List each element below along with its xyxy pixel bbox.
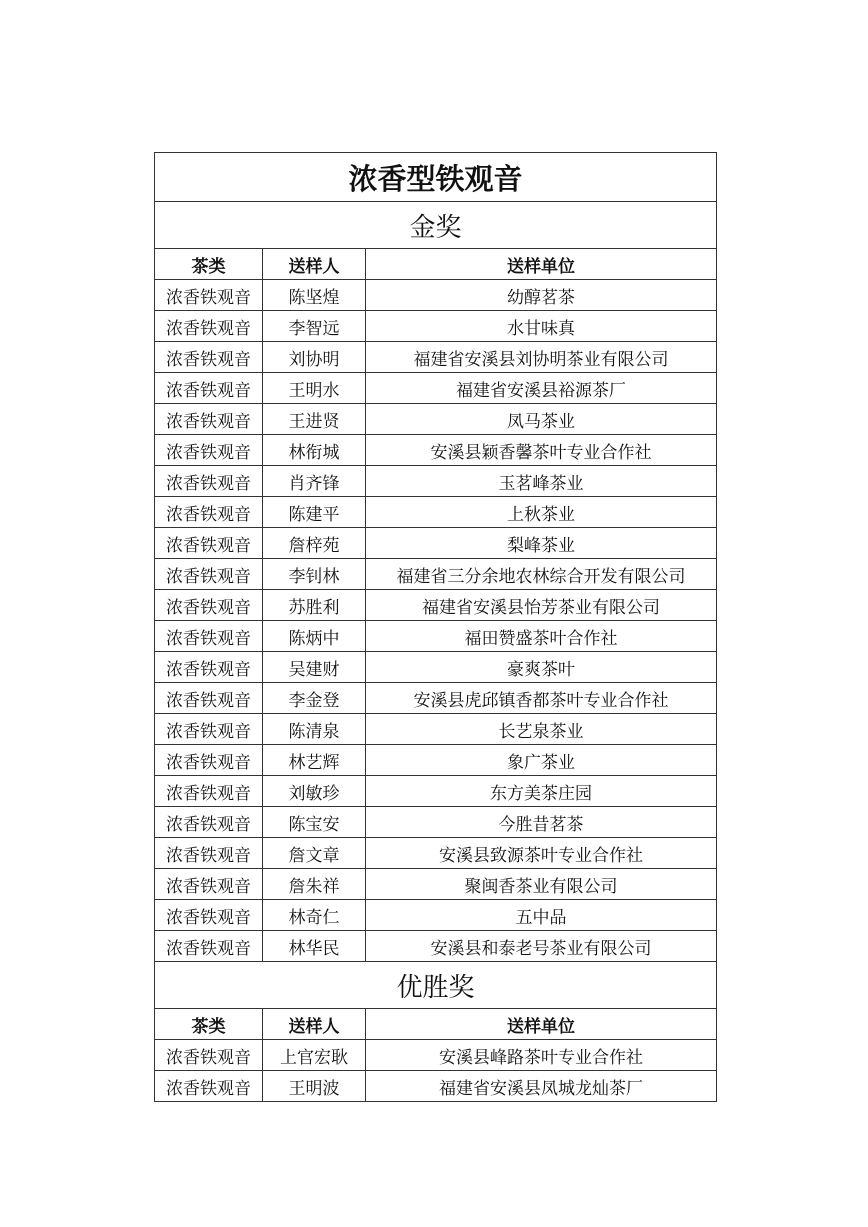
cell-category: 浓香铁观音 xyxy=(155,1071,263,1102)
table-row xyxy=(155,404,717,435)
cell-category: 浓香铁观音 xyxy=(155,435,263,466)
cell-unit: 安溪县虎邱镇香都茶叶专业合作社 xyxy=(366,683,717,714)
cell-unit: 福田赞盛茶叶合作社 xyxy=(366,621,717,652)
column-header-sender: 送样人 xyxy=(263,249,366,280)
cell-category: 浓香铁观音 xyxy=(155,342,263,373)
cell-category: 浓香铁观音 xyxy=(155,931,263,962)
cell-unit: 福建省三分余地农林综合开发有限公司 xyxy=(366,559,717,590)
cell-sender: 林衔城 xyxy=(263,435,366,466)
table-row xyxy=(155,590,717,621)
table-row xyxy=(155,435,717,466)
cell-unit: 安溪县峰路茶叶专业合作社 xyxy=(366,1040,717,1071)
cell-sender: 林奇仁 xyxy=(263,900,366,931)
cell-category: 浓香铁观音 xyxy=(155,776,263,807)
column-header-unit: 送样单位 xyxy=(366,249,717,280)
cell-category: 浓香铁观音 xyxy=(155,466,263,497)
cell-unit: 福建省安溪县凤城龙灿茶厂 xyxy=(366,1071,717,1102)
table-row xyxy=(155,714,717,745)
table-row xyxy=(155,807,717,838)
table-row xyxy=(155,869,717,900)
cell-unit: 幼醇茗茶 xyxy=(366,280,717,311)
cell-unit: 福建省安溪县怡芳茶业有限公司 xyxy=(366,590,717,621)
cell-category: 浓香铁观音 xyxy=(155,838,263,869)
table-row xyxy=(155,342,717,373)
cell-sender: 詹梓苑 xyxy=(263,528,366,559)
cell-sender: 苏胜利 xyxy=(263,590,366,621)
cell-unit: 凤马茶业 xyxy=(366,404,717,435)
column-header-row xyxy=(155,1009,717,1040)
section-title: 优胜奖 xyxy=(155,962,717,1009)
cell-unit: 今胜昔茗茶 xyxy=(366,807,717,838)
cell-sender: 林艺辉 xyxy=(263,745,366,776)
cell-unit: 象广茶业 xyxy=(366,745,717,776)
section-header-row xyxy=(155,202,717,249)
cell-sender: 肖齐锋 xyxy=(263,466,366,497)
cell-category: 浓香铁观音 xyxy=(155,714,263,745)
table-row xyxy=(155,373,717,404)
cell-category: 浓香铁观音 xyxy=(155,652,263,683)
cell-unit: 五中品 xyxy=(366,900,717,931)
column-header-sender: 送样人 xyxy=(263,1009,366,1040)
award-table-body xyxy=(155,153,717,1102)
table-row xyxy=(155,683,717,714)
cell-category: 浓香铁观音 xyxy=(155,280,263,311)
cell-sender: 李金登 xyxy=(263,683,366,714)
cell-category: 浓香铁观音 xyxy=(155,683,263,714)
cell-sender: 上官宏耿 xyxy=(263,1040,366,1071)
cell-unit: 安溪县致源茶叶专业合作社 xyxy=(366,838,717,869)
cell-sender: 林华民 xyxy=(263,931,366,962)
table-title: 浓香型铁观音 xyxy=(155,153,717,202)
cell-sender: 陈坚煌 xyxy=(263,280,366,311)
cell-category: 浓香铁观音 xyxy=(155,900,263,931)
cell-category: 浓香铁观音 xyxy=(155,1040,263,1071)
cell-sender: 陈宝安 xyxy=(263,807,366,838)
cell-sender: 詹文章 xyxy=(263,838,366,869)
table-row xyxy=(155,528,717,559)
cell-unit: 上秋茶业 xyxy=(366,497,717,528)
table-row xyxy=(155,900,717,931)
section-header-row xyxy=(155,962,717,1009)
cell-sender: 刘敏珍 xyxy=(263,776,366,807)
cell-unit: 梨峰茶业 xyxy=(366,528,717,559)
table-row xyxy=(155,652,717,683)
column-header-category: 茶类 xyxy=(155,249,263,280)
cell-category: 浓香铁观音 xyxy=(155,373,263,404)
cell-category: 浓香铁观音 xyxy=(155,311,263,342)
cell-unit: 聚闽香茶业有限公司 xyxy=(366,869,717,900)
cell-sender: 王明波 xyxy=(263,1071,366,1102)
table-row xyxy=(155,776,717,807)
title-row xyxy=(155,153,717,202)
table-row xyxy=(155,466,717,497)
cell-unit: 安溪县颖香馨茶叶专业合作社 xyxy=(366,435,717,466)
cell-category: 浓香铁观音 xyxy=(155,745,263,776)
table-row xyxy=(155,559,717,590)
cell-unit: 东方美茶庄园 xyxy=(366,776,717,807)
cell-category: 浓香铁观音 xyxy=(155,869,263,900)
cell-category: 浓香铁观音 xyxy=(155,497,263,528)
cell-sender: 刘协明 xyxy=(263,342,366,373)
award-table xyxy=(154,152,717,1102)
cell-sender: 吴建财 xyxy=(263,652,366,683)
table-row xyxy=(155,1040,717,1071)
cell-category: 浓香铁观音 xyxy=(155,621,263,652)
table-row xyxy=(155,311,717,342)
cell-category: 浓香铁观音 xyxy=(155,528,263,559)
cell-sender: 陈清泉 xyxy=(263,714,366,745)
cell-sender: 陈炳中 xyxy=(263,621,366,652)
cell-unit: 长艺泉茶业 xyxy=(366,714,717,745)
cell-unit: 水甘味真 xyxy=(366,311,717,342)
cell-unit: 豪爽茶叶 xyxy=(366,652,717,683)
cell-category: 浓香铁观音 xyxy=(155,559,263,590)
table-row xyxy=(155,1071,717,1102)
table-row xyxy=(155,497,717,528)
column-header-row xyxy=(155,249,717,280)
cell-sender: 詹朱祥 xyxy=(263,869,366,900)
cell-sender: 李智远 xyxy=(263,311,366,342)
cell-unit: 玉茗峰茶业 xyxy=(366,466,717,497)
table-row xyxy=(155,280,717,311)
column-header-category: 茶类 xyxy=(155,1009,263,1040)
table-row xyxy=(155,838,717,869)
cell-category: 浓香铁观音 xyxy=(155,807,263,838)
cell-category: 浓香铁观音 xyxy=(155,590,263,621)
table-row xyxy=(155,621,717,652)
cell-unit: 福建省安溪县刘协明茶业有限公司 xyxy=(366,342,717,373)
section-title: 金奖 xyxy=(155,202,717,249)
cell-unit: 福建省安溪县裕源茶厂 xyxy=(366,373,717,404)
cell-sender: 李钊林 xyxy=(263,559,366,590)
table-row xyxy=(155,745,717,776)
column-header-unit: 送样单位 xyxy=(366,1009,717,1040)
cell-sender: 王明水 xyxy=(263,373,366,404)
cell-category: 浓香铁观音 xyxy=(155,404,263,435)
cell-sender: 王进贤 xyxy=(263,404,366,435)
cell-unit: 安溪县和泰老号茶业有限公司 xyxy=(366,931,717,962)
cell-sender: 陈建平 xyxy=(263,497,366,528)
table-row xyxy=(155,931,717,962)
